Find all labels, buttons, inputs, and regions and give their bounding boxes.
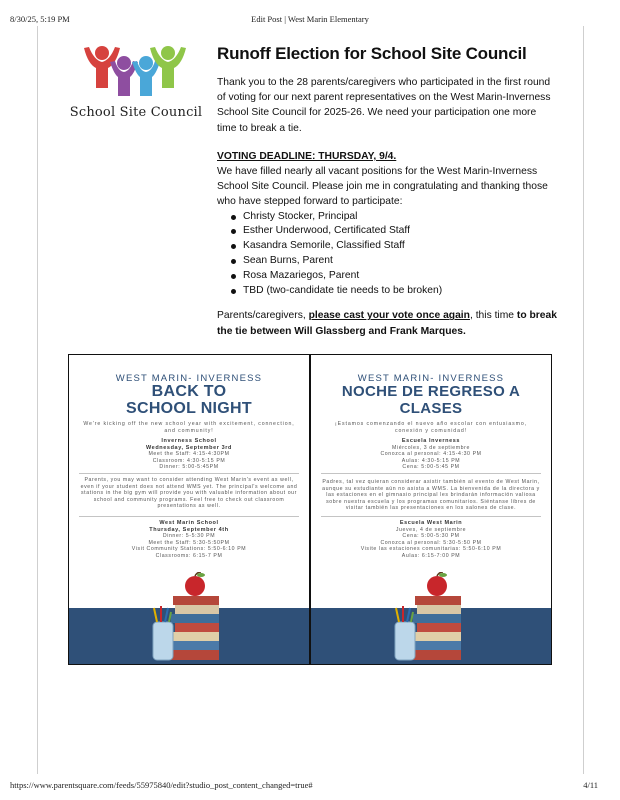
- flyer-intro: ¡Estamos comenzando el nuevo año escolar con entusiasmo, conexión y comunidad!: [335, 421, 527, 434]
- flyer-title-line-1: NOCHE DE REGRESO A: [341, 383, 521, 400]
- schedule-line: Cena: 5:00-5:45 PM: [402, 464, 460, 471]
- list-item: TBD (two-candidate tie needs to be broken): [231, 284, 557, 299]
- school-site-council-logo: [66, 42, 206, 128]
- books-apple-icon: [393, 572, 469, 662]
- schedule-line: Dinner: 5-5:30 PM: [162, 533, 216, 540]
- page-border-left: [37, 26, 38, 774]
- schedule-line: Aulas: 6:15-7:00 PM: [401, 552, 461, 559]
- schedule-line: Conozca al personal: 5:30-5:50 PM: [380, 539, 482, 546]
- schedule-line: Visit Community Stations: 5:50-6:10 PM: [131, 546, 247, 553]
- schedule-line: Dinner: 5:00-5:45PM: [159, 464, 219, 471]
- post-intro: Thank you to the 28 parents/caregivers who participated in the first round of voting for our next parent representatives on the West Marin-Inverness School Site Council for 2025-26. We need your participation one more time to break a tie.: [217, 77, 551, 134]
- closing-bold: to break the tie between Will Glassberg and Frank Marques.: [217, 310, 557, 337]
- schedule-line: Aulas: 4:30-5:15 PM: [401, 457, 461, 464]
- flyer-title-line-2: CLASES: [399, 400, 463, 417]
- post-body: [217, 44, 557, 339]
- print-datetime: 8/30/25, 5:19 PM: [10, 14, 70, 24]
- schedule-line: Classroom: 4:30-5:15 PM: [152, 457, 226, 464]
- closing-mid: , this time: [469, 310, 517, 322]
- print-url: https://www.parentsquare.com/feeds/55975840/edit?studio_post_content_changed=true#: [10, 780, 313, 790]
- list-item: Esther Underwood, Certificated Staff: [231, 224, 557, 239]
- post-title: Runoff Election for School Site Council: [217, 44, 527, 63]
- voting-deadline: VOTING DEADLINE: THURSDAY, 9/4.: [217, 150, 397, 162]
- flyer-note: Parents, you may want to consider attending West Marin's event as well, even if your student does not attend WMS yet. The principal's welcome and stations in the big gym will provide you with valuable information about our school and community programs. Feel free to check out classroom presentations as well.: [80, 477, 298, 510]
- list-item: Sean Burns, Parent: [231, 254, 557, 269]
- flyer-subtitle: WEST MARIN- INVERNESS: [357, 373, 505, 384]
- post-body-text: We have filled nearly all vacant positions for the West Marin-Inverness School Site Council. Please join me in congratulating and thanking those who have stepped forward to participate:: [217, 166, 548, 208]
- council-member-list: [231, 210, 557, 299]
- flyer-panel-spanish: [311, 355, 551, 664]
- schedule-line: Conozca al personal: 4:15-4:30 PM: [380, 451, 482, 458]
- flyer-note: Padres, tal vez quieran considerar asistir también al evento de West Marin, aunque su estudiante aún no asista a WMS. La bienvenida de la directora y las estaciones en el gimnasio principal les brindarán información valiosa sobre nuestra escuela y los programas comunitarios. Siéntanse libres de visitar también las presentaciones en los salones de clase.: [322, 479, 540, 512]
- list-item: Kasandra Semorile, Classified Staff: [231, 239, 557, 254]
- schedule-heading: West Marin School: [159, 520, 219, 526]
- flyer-divider: [79, 473, 299, 474]
- event-flyer: [68, 354, 552, 665]
- schedule-line: Miércoles, 3 de septiembre: [392, 444, 470, 451]
- schedule-line: Jueves, 4 de septiembre: [395, 526, 467, 533]
- schedule-date: Wednesday, September 3rd: [145, 444, 233, 451]
- print-header: [10, 14, 610, 26]
- flyer-divider: [321, 516, 541, 517]
- flyer-divider: [321, 473, 541, 474]
- schedule-heading: Escuela Inverness: [401, 438, 461, 444]
- list-item: Christy Stocker, Principal: [231, 210, 557, 225]
- flyer-title: [311, 383, 551, 417]
- vote-link[interactable]: please cast your vote once again: [308, 310, 470, 322]
- schedule-heading: Escuela West Marin: [399, 520, 463, 526]
- schedule-line: Meet the Staff: 4:15-4:30PM: [148, 451, 230, 458]
- logo-wordmark: School Site Council: [69, 105, 203, 120]
- schedule-line: Classrooms: 6:15-7 PM: [155, 552, 223, 559]
- page-border-right: [583, 26, 584, 774]
- flyer-title: [69, 383, 309, 417]
- schedule-line: Visite las estaciones comunitarias: 5:50-6:10 PM: [360, 546, 502, 553]
- flyer-west-marin-schedule: [79, 520, 299, 560]
- flyer-inverness-schedule: [321, 438, 541, 471]
- flyer-panel-english: [69, 355, 309, 664]
- print-page-title: Edit Post | West Marin Elementary: [251, 14, 369, 24]
- books-apple-icon: [151, 572, 227, 662]
- flyer-west-marin-schedule: [321, 520, 541, 560]
- flyer-title-line-1: BACK TO: [151, 383, 227, 400]
- schedule-date: Thursday, September 4th: [149, 526, 229, 533]
- flyer-divider: [79, 516, 299, 517]
- flyer-intro: We're kicking off the new school year with excitement, connection, and community!: [83, 421, 295, 434]
- flyer-subtitle: WEST MARIN- INVERNESS: [115, 373, 263, 384]
- print-footer: [10, 780, 610, 792]
- closing-paragraph: [217, 308, 557, 338]
- flyer-inverness-schedule: [79, 438, 299, 471]
- list-item: Rosa Mazariegos, Parent: [231, 269, 557, 284]
- print-page-number: 4/11: [583, 780, 598, 790]
- people-figures-icon: [66, 42, 206, 104]
- flyer-title-line-2: SCHOOL NIGHT: [126, 400, 252, 417]
- closing-lead: Parents/caregivers,: [217, 310, 309, 322]
- schedule-line: Cena: 5:00-5:30 PM: [402, 533, 460, 540]
- schedule-line: Meet the Staff: 5:30-5:50PM: [148, 539, 230, 546]
- schedule-heading: Inverness School: [161, 438, 217, 444]
